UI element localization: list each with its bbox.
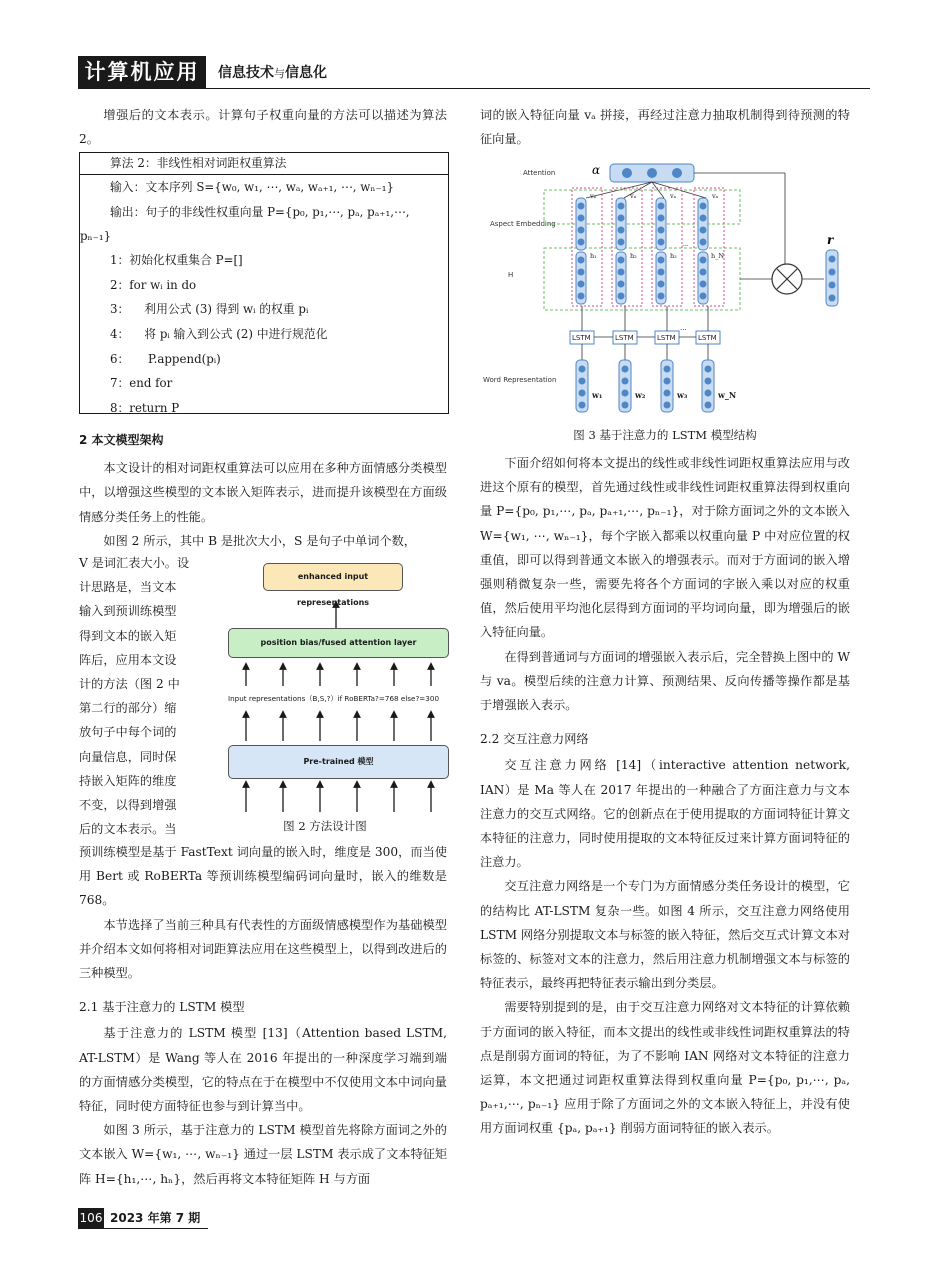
svg-text:h_N: h_N (711, 252, 725, 260)
algorithm-step: 7：end for (110, 376, 173, 391)
figure-3-caption: 图 3 基于注意力的 LSTM 模型结构 (573, 428, 757, 442)
svg-text:h₂: h₂ (630, 252, 637, 260)
header-rule (78, 88, 870, 89)
algorithm-step: 4： 将 pᵢ 输入到公式 (2) 中进行规范化 (110, 326, 328, 341)
svg-text:h₃: h₃ (670, 252, 677, 260)
figure-3-diagram (480, 160, 850, 420)
paragraph: 词的嵌入特征向量 vₐ 拼接，再经过注意力抽取机制得到待预测的特征向量。 (480, 108, 850, 147)
h-label: H (508, 271, 514, 279)
left-section2 (79, 422, 447, 553)
figure-2-caption: 图 2 方法设计图 (283, 819, 367, 833)
paragraph: 如图 3 所示，基于注意力的 LSTM 模型首先将除方面词之外的文本嵌入 W={w₁, ⋯, wₙ₋₁} 通过一层 LSTM 表示成了文本特征矩阵 H={h₁,⋯, hₙ}，然后再将文本特征矩阵 H 与方面 (79, 1123, 448, 1186)
section-heading: 2 本文模型架构 (79, 433, 164, 447)
algorithm-step: 3： 利用公式 (3) 得到 wᵢ 的权重 pᵢ (110, 302, 309, 317)
svg-text:...: ... (682, 240, 689, 248)
right-body (480, 451, 850, 1141)
paragraph: 本节选择了当前三种具有代表性的方面级情感模型作为基础模型并介绍本文如何将相对词距算法应用在这些模型上，以得到改进后的三种模型。 (79, 917, 447, 981)
algorithm-step: 2：for wᵢ in do (110, 277, 197, 292)
algorithm-input: 输入：文本序列 S={w₀, w₁, ⋯, wₐ, wₐ₊₁, ⋯, wₙ₋₁} (110, 180, 394, 194)
algorithm-step: 6： P.append(pᵢ) (110, 351, 221, 366)
paragraph: 本文设计的相对词距权重算法可以应用在多种方面情感分类模型中，以增强这些模型的文本嵌入矩阵表示，进而提升该模型在方面级情感分类任务上的性能。 (79, 461, 447, 524)
word-representation-label: Word Representation (483, 376, 557, 384)
alpha-symbol: α (592, 163, 601, 177)
paragraph: 交互注意力网络 [14]（interactive attention network, IAN）是 Ma 等人在 2017 年提出的一种融合了方面注意力与文本注意力的交互式网络。它的创新点在于使用提取的方面词特征计算文本特征的注意力，同时使用提取的文本特征反过来计算方面词特征的注意力。 (480, 758, 850, 870)
paragraph: 基于注意力的 LSTM 模型 [13]（Attention based LSTM, AT-LSTM）是 Wang 等人在 2016 年提出的一种深度学习端到端的方面情感分类模型，它的特点在于在模型中不仅使用文本中词向量特征，同时使方面特征也参与到计算当中。 (79, 1026, 447, 1114)
left-wrap-text: V 是词汇表大小。设 计思路是，当文本 输入到预训练模型 得到文本的嵌入矩 阵后，应用本文设 计的方法（图 2 中 第二行的部分）缩 放句子中每个词的 向量信息，同时保 持嵌入矩阵的维度 不变，以得到增强 后的文本表示。当 (79, 556, 190, 837)
subsection-heading: 2.1 基于注意力的 LSTM 模型 (79, 1000, 245, 1015)
svg-text:LSTM: LSTM (572, 334, 591, 342)
svg-text:vₐ: vₐ (670, 192, 677, 200)
hidden-columns (572, 188, 724, 306)
svg-text:w_N: w_N (718, 390, 737, 400)
svg-text:w₁: w₁ (592, 390, 603, 400)
svg-text:vₐ: vₐ (590, 192, 597, 200)
footer-rule (78, 1228, 208, 1229)
paragraph: 交互注意力网络是一个专门为方面情感分类任务设计的模型，它的结构比 AT-LSTM 复杂一些。如图 4 所示，交互注意力网络使用 LSTM 网络分别提取文本与标签的嵌入特征，然后交互式计算文本对标签的、标签对文本的注意力，然后用注意力机制增强文本与标签的特征表示，最终再把特征表示输出到分类层。 (480, 879, 850, 991)
pretrained-model-box: Pre-trained 模型 (228, 745, 449, 779)
left-intro: 增强后的文本表示。计算句子权重向量的方法可以描述为算法 2。 (79, 108, 447, 147)
svg-text:vₐ: vₐ (630, 192, 637, 200)
enhanced-representation-box: enhanced input representations (263, 563, 403, 591)
svg-text:LSTM: LSTM (657, 334, 676, 342)
aspect-embedding-label: Aspect Embedding (490, 220, 556, 228)
section-title: 信息技术与信息化 (218, 65, 327, 81)
attention-layer-box: position bias/fused attention layer (228, 628, 449, 658)
paragraph: 预训练模型是基于 FastText 词向量的嵌入时，维度是 300，而当使用 Bert 或 RoBERTa 等预训练模型编码词向量时，嵌入的维数是 768。 (79, 845, 447, 908)
algorithm-box (79, 152, 449, 414)
subsection-heading: 2.2 交互注意力网络 (480, 732, 589, 747)
left-bottom (79, 840, 447, 1191)
algorithm-step: 1：初始化权重集合 P=[] (110, 253, 243, 268)
svg-text:w₃: w₃ (677, 390, 688, 400)
svg-text:LSTM: LSTM (615, 334, 634, 342)
svg-text:h₁: h₁ (590, 252, 597, 260)
svg-text:LSTM: LSTM (698, 334, 717, 342)
svg-text:w₂: w₂ (635, 390, 646, 400)
algorithm-output: 输出：句子的非线性权重向量 P={p₀, p₁,⋯, pₐ, pₐ₊₁,⋯, (110, 204, 410, 219)
algorithm-output-cont: pₙ₋₁} (80, 229, 112, 244)
algorithm-step: 8：return P (110, 400, 180, 415)
page-number: 106 (78, 1208, 104, 1228)
right-top (480, 103, 850, 151)
svg-text:vₐ: vₐ (712, 192, 719, 200)
svg-text:...: ... (680, 324, 687, 332)
paragraph: 在得到普通词与方面词的增强嵌入表示后，完全替换上图中的 W 与 va。模型后续的注意力计算、预测结果、反向传播等操作都是基于增强嵌入表示。 (480, 649, 850, 713)
paragraph: 下面介绍如何将本文提出的线性或非线性词距权重算法应用与改进这个原有的模型，首先通过线性或非线性词距权重算法得到权重向量 P={p₀, p₁,⋯, pₐ, pₐ₊₁,⋯, pₙ₋₁}，对于除方面词之外的文本嵌入 W={w₁, ⋯, wₙ₋₁}，每个字嵌入都乘以权重向量 P 中对应位置的权重值，即可以得到普通文本嵌入的增强表示。而对于方面词的嵌入增强则稍微复杂一些，需要先将各个方面词的字嵌入乘以对应的权重值，然后使用平均池化层得到方面词的平均词向量，即为增强后的嵌入特征向量。 (480, 456, 850, 640)
word-vectors (576, 360, 736, 412)
paragraph: 如图 2 所示，其中 B 是批次大小，S 是句子中单词个数， (103, 533, 416, 548)
algorithm-title: 算法 2：非线性相对词距权重算法 (80, 153, 448, 175)
input-representation-label: Input representations（B,S,?）if RoBERTa?=768 else?=300 (228, 694, 440, 703)
journal-title: 计算机应用 (84, 60, 200, 84)
journal-banner (78, 56, 206, 88)
paragraph: 需要特别提到的是，由于交互注意力网络对文本特征的计算依赖于方面词的嵌入特征，而本文提出的线性或非线性词距权重算法的特点是削弱方面词的特征，为了不影响 IAN 网络对文本特征的注意力运算，本文把通过词距权重算法得到权重向量 P={p₀, p₁,⋯, pₐ, pₐ₊₁,⋯, pₙ₋₁} 应用于除了方面词之外的文本嵌入特征上，并没有使用方面词权重 {pₐ, pₐ₊₁} 削弱方面词特征的嵌入表示。 (480, 1000, 850, 1136)
issue-label: 2023 年第 7 期 (110, 1211, 201, 1225)
r-symbol: r (827, 233, 834, 247)
attention-label: Attention (523, 169, 556, 177)
